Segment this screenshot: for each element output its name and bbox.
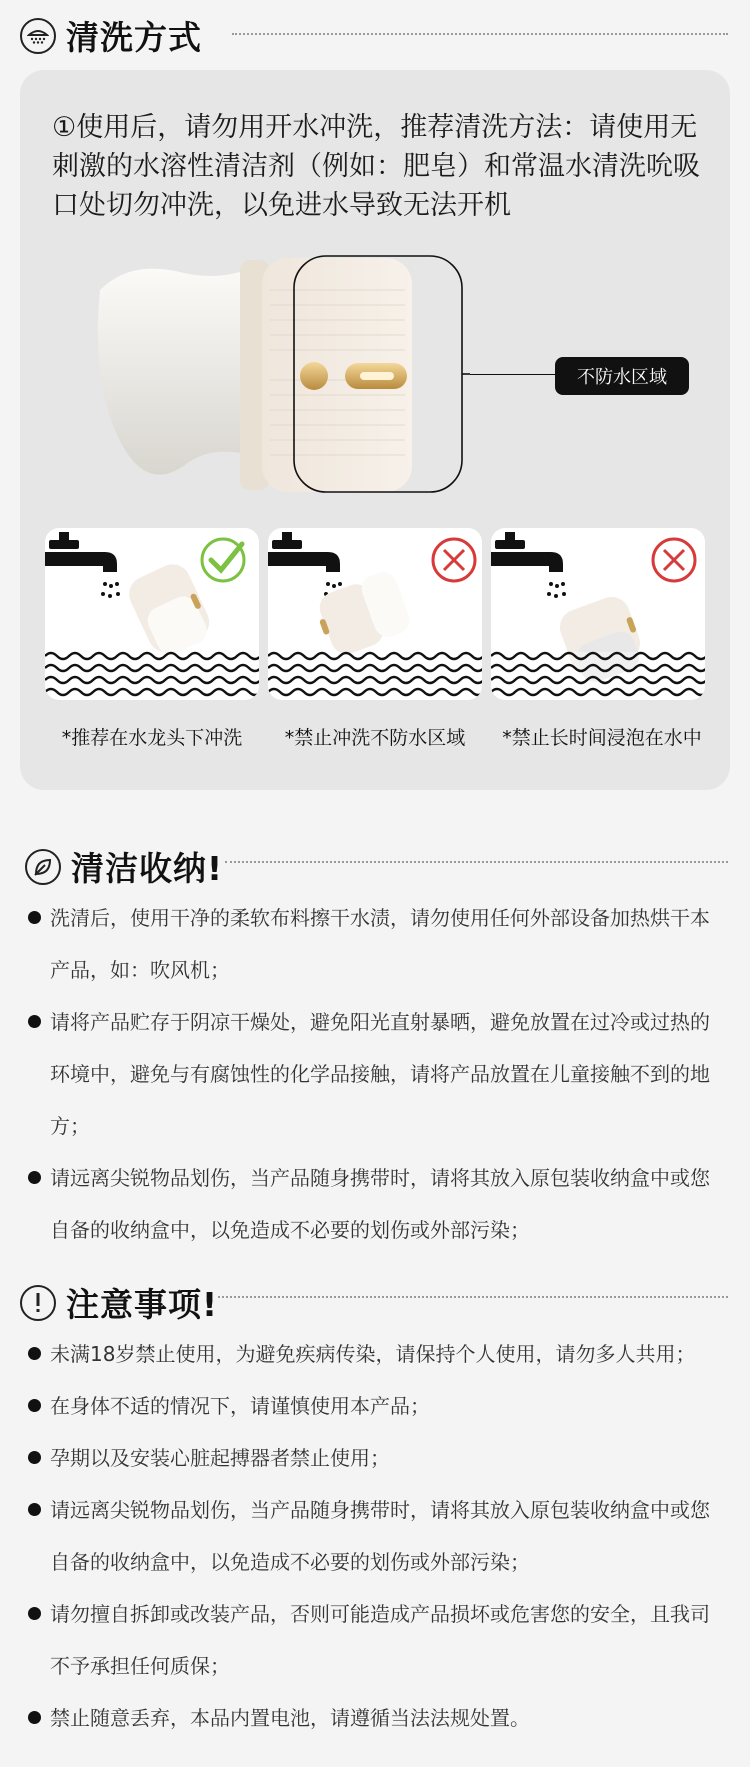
zone-pointer-line: [470, 374, 556, 375]
list-item: 孕期以及安装心脏起搏器者禁止使用；: [26, 1432, 726, 1484]
cleaning-title: 清洗方式: [66, 18, 202, 57]
notice-list: [26, 1328, 726, 1744]
panel-no-soak: [491, 528, 705, 700]
leaf-icon: [25, 849, 61, 885]
list-item: 请将产品贮存于阴凉干燥处，避免阳光直射暴晒，避免放置在过冷或过热的环境中，避免与有腐蚀性的化学品接触，请将产品放置在儿童接触不到的地方；: [26, 996, 726, 1152]
check-icon: [202, 539, 244, 581]
divider: [232, 33, 728, 35]
exclamation-icon: [20, 1285, 56, 1321]
notice-header: [20, 1279, 218, 1326]
list-item: 在身体不适的情况下，请谨慎使用本产品；: [26, 1380, 726, 1432]
list-item: 洗清后，使用干净的柔软布料擦干水渍，请勿使用任何外部设备加热烘干本产品，如：吹风机；: [26, 892, 726, 996]
divider: [225, 861, 728, 863]
list-item: 禁止随意丢弃，本品内置电池，请遵循当法法规处置。: [26, 1692, 726, 1744]
divider: [218, 1296, 728, 1298]
storage-list: [26, 892, 726, 1256]
storage-title: 清洁收纳!: [71, 849, 224, 888]
faucet-icon: [268, 532, 340, 572]
product-illustration: [90, 250, 470, 500]
list-item: 请勿擅自拆卸或改装产品，否则可能造成产品损坏或危害您的安全，且我司不予承担任何质保；: [26, 1588, 726, 1692]
cross-icon: [653, 539, 695, 581]
faucet-icon: [491, 532, 563, 572]
panel-caption: *推荐在水龙头下冲洗: [61, 727, 243, 749]
cross-icon: [433, 539, 475, 581]
panel-no-rinse-zone: [268, 528, 482, 700]
cleaning-header: [20, 12, 202, 59]
panel-caption: *禁止长时间浸泡在水中: [502, 727, 702, 749]
notice-title: 注意事项!: [66, 1285, 219, 1324]
list-item: 请远离尖锐物品划伤，当产品随身携带时，请将其放入原包装收纳盒中或您自备的收纳盒中，以免造成不必要的划伤或外部污染；: [26, 1484, 726, 1588]
list-item: 请远离尖锐物品划伤，当产品随身携带时，请将其放入原包装收纳盒中或您自备的收纳盒中，以免造成不必要的划伤或外部污染；: [26, 1152, 726, 1256]
faucet-icon: [45, 532, 117, 572]
shower-icon: [20, 18, 56, 54]
zone-label: 不防水区域: [555, 357, 689, 395]
panel-caption: *禁止冲洗不防水区域: [284, 727, 466, 749]
list-item: 未满18岁禁止使用，为避免疾病传染，请保持个人使用，请勿多人共用；: [26, 1328, 726, 1380]
cleaning-intro: ①使用后，请勿用开水冲洗，推荐清洗方法：请使用无刺激的水溶性清洁剂（例如：肥皂）和常温水清洗吮吸口处切勿冲洗，以免进水导致无法开机: [52, 112, 700, 221]
storage-header: [25, 843, 223, 890]
panel-recommended: [45, 528, 259, 700]
